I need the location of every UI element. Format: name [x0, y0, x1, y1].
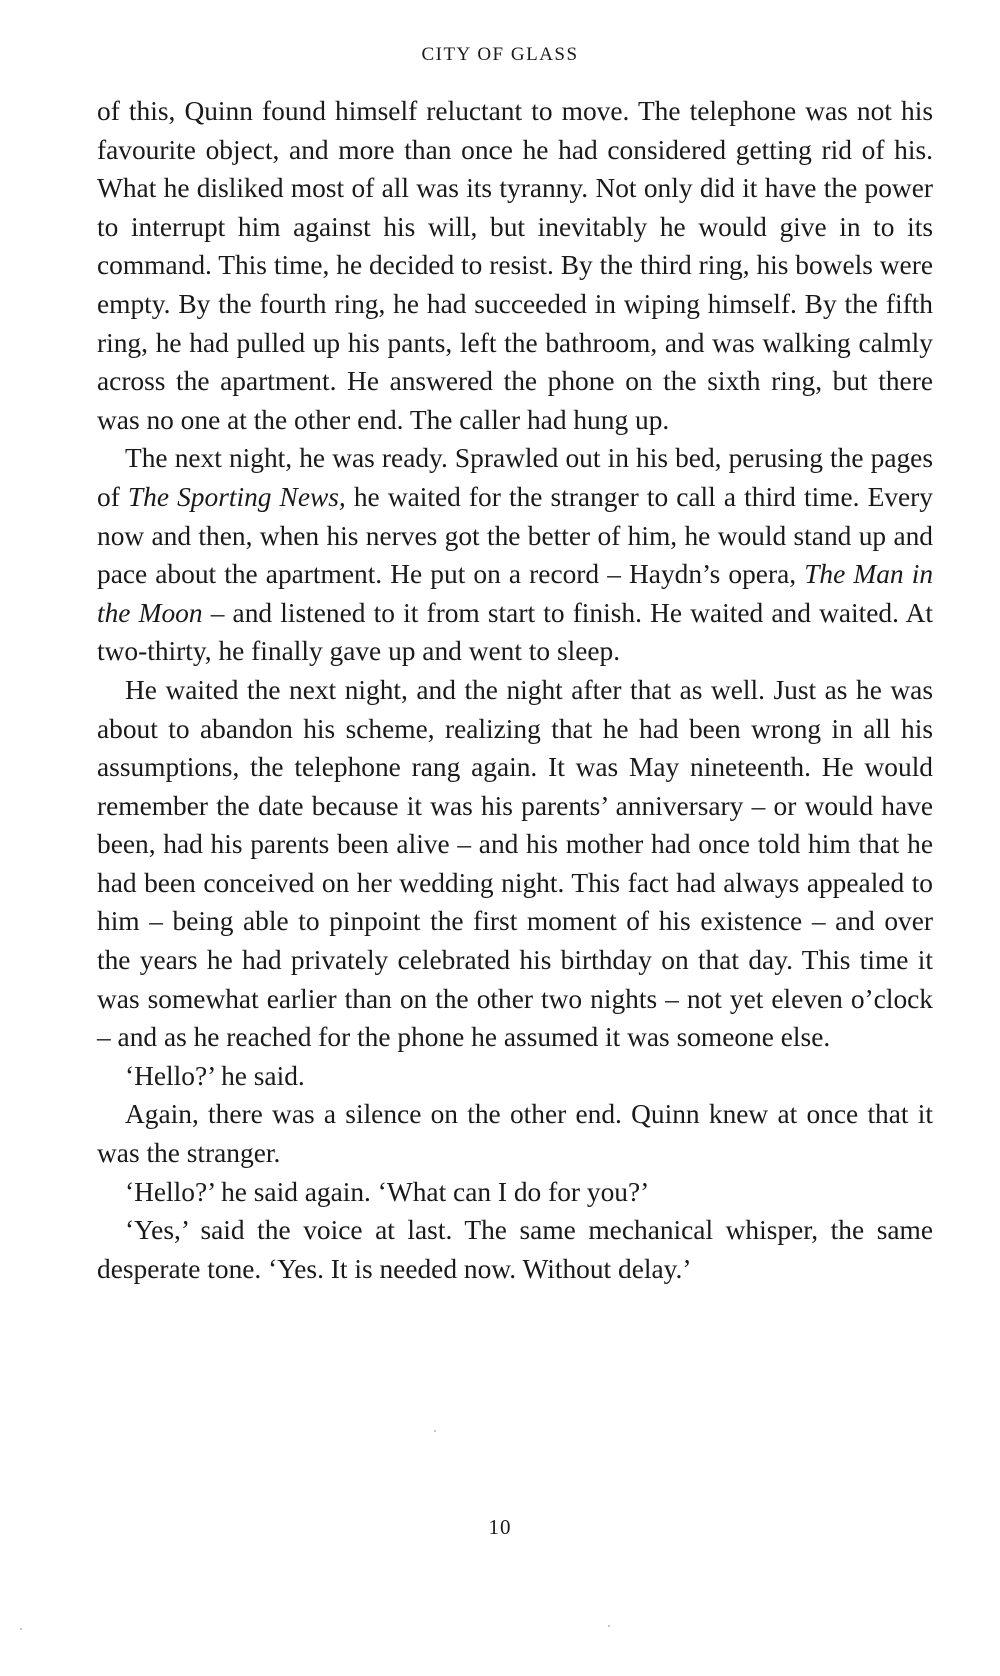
dialogue-hello-again: ‘Hello?’ he said again. ‘What can I do for you?’ — [125, 1176, 650, 1207]
print-speck — [434, 1430, 436, 1432]
print-speck — [608, 1625, 610, 1627]
page-number: 10 — [488, 1515, 512, 1539]
paragraph-text-segment: – and listened to it from start to finish. He waited and waited. At two-thirty, he finally gave up and went to sleep. — [97, 597, 933, 667]
italic-title-man-in-the-moon: The Man in the Moon — [97, 559, 934, 628]
dialogue-hello: ‘Hello?’ he said. — [125, 1060, 305, 1091]
paragraph-next-night — [97, 439, 933, 671]
dialogue-yes-voice: ‘Yes,’ said the voice at last. The same mechanical whisper, the same desperate tone. ‘Yes. It is needed now. Without delay.’ — [97, 1215, 933, 1284]
paragraph-text-segment: he waited for the stranger to call a third time. Every now and then, when his nerves got the better of him, he would stand up and pace about the apartment. He put on a record – Haydn’s opera, — [97, 481, 933, 590]
running-head-title: CITY OF GLASS — [421, 44, 579, 65]
paragraph-continuation: of this, Quinn found himself reluctant to move. The telephone was not his favourite object, and more than once he had considered getting rid of his. What he disliked most of all was its tyranny. Not only did it have the power to interrupt him against his will, but inevitably he would give in to its command. This time, he decided to resist. By the third ring, his bowels were empty. By the fourth ring, he had succeeded in wiping himself. By the fifth ring, he had pulled up his pants, left the bathroom, and was walking calmly across the apartment. He answered the phone on the sixth ring, but there was no one at the other end. The caller had hung up. — [97, 96, 933, 435]
italic-title-sporting-news: The Sporting News, — [127, 481, 346, 512]
paragraph-may-nineteenth: He waited the next night, and the night after that as well. Just as he was about to abandon his scheme, realizing that he had been wrong in all his assumptions, the telephone rang again. It was May nineteenth. He would remember the date because it was his parents’ anniversary – or would have been, had his parents been alive – and his mother had once told him that he had been conceived on her wedding night. This fact had always appealed to him – being able to pinpoint the first moment of his existence – and over the years he had privately celebrated his birthday on that day. This time it was somewhat earlier than on the other two nights – not yet eleven o’clock – and as he reached for the phone he assumed it was someone else. — [97, 674, 933, 1053]
paragraph-silence: Again, there was a silence on the other end. Quinn knew at once that it was the stranger. — [97, 1099, 933, 1169]
body-text — [97, 92, 933, 1288]
paragraph-text-segment: The next night, he was ready. Sprawled out in his bed, perusing the pages of — [97, 443, 933, 512]
print-speck — [20, 1628, 22, 1630]
